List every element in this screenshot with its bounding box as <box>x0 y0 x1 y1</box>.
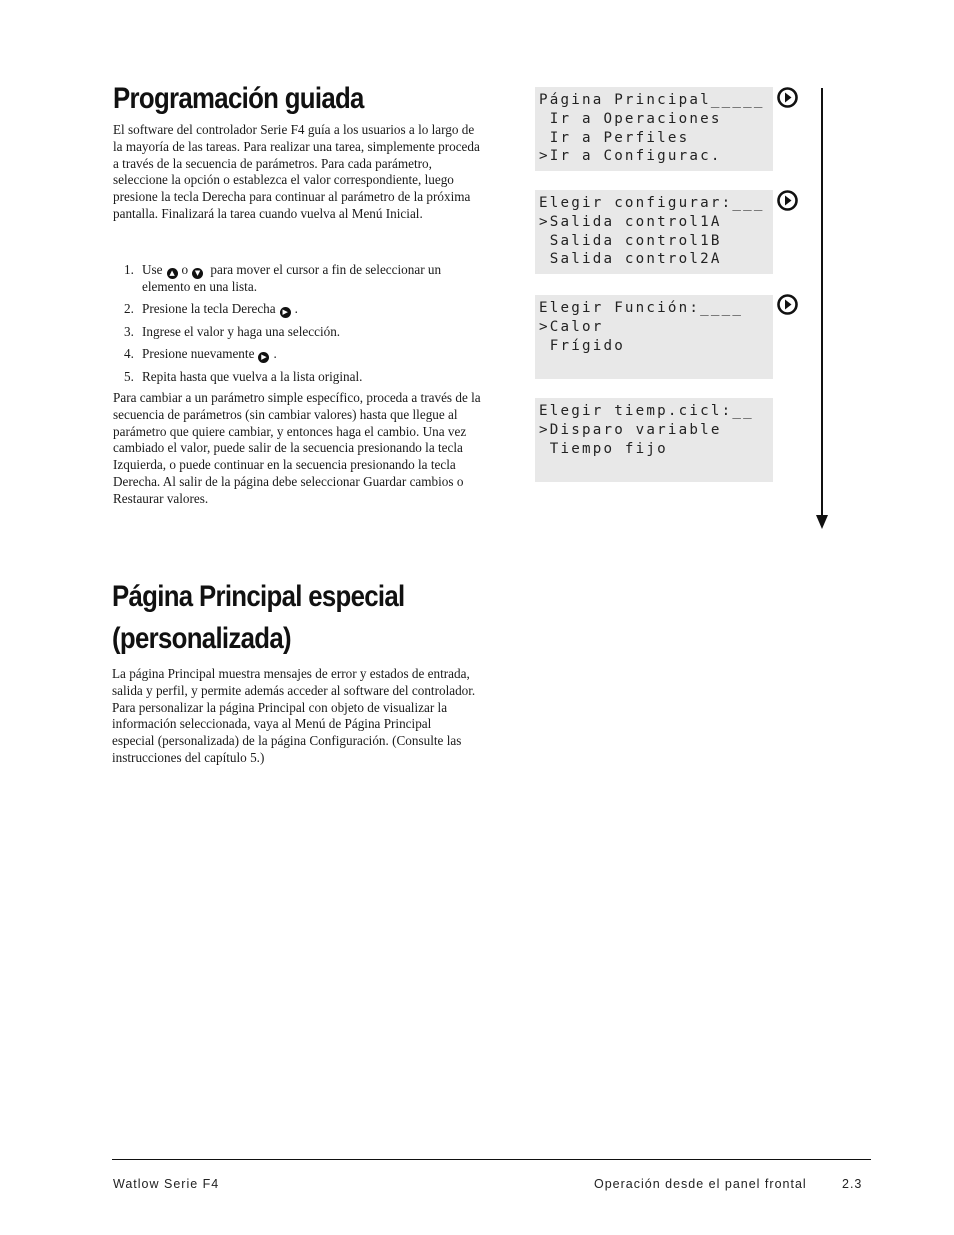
footer-page-number: 2.3 <box>842 1177 863 1191</box>
intro-paragraph: El software del controlador Serie F4 guía a los usuarios a lo largo de la mayoría de las tareas. Para realizar una tarea, simplemente proceda a través de la secuencia de parámetros. Para cada parámetro, seleccione la opción o establezca el valor correspondiente, luego presione la tecla Derecha para continuar al parámetro de la próxima pantalla. Finalizará la tarea cuando vuelva al Menú Inicial. <box>113 122 480 221</box>
custom-main-page-paragraph: La página Principal muestra mensajes de error y estados de entrada, salida y perfil, y permite además acceder al software del controlador. Para personalizar la página Principal con objeto de visualizar la información seleccionada, vaya al Menú de Página Principal especial (personalizada) de la página Configuración. (Consulte las instrucciones del capítulo 5.) <box>112 666 476 765</box>
section-title-custom-main-page-line2: (personalizada) <box>112 622 291 655</box>
list-item: 5. Repita hasta que vuelva a la lista original. <box>124 368 363 384</box>
lcd-screen-choose-function: Elegir Función:____ >Calor Frígido <box>535 295 773 379</box>
lcd-screen-main-page: Página Principal_____ Ir a Operaciones Ir a Perfiles >Ir a Configurac. <box>535 87 773 171</box>
right-arrow-key-icon: ▶ <box>280 307 291 318</box>
right-arrow-key-icon <box>777 87 798 108</box>
flow-arrow-head-icon <box>816 515 828 529</box>
right-arrow-key-icon <box>777 190 798 211</box>
list-item: 2. Presione la tecla Derecha ▶ . <box>124 301 298 317</box>
footer-chapter-title: Operación desde el panel frontal <box>594 1177 807 1191</box>
down-arrow-key-icon: ▼ <box>192 268 203 279</box>
steps-list <box>124 262 484 391</box>
list-item: 1. Use ▲ o ▼ para mover el cursor a fin de seleccionar un elemento en una lista. <box>124 262 442 294</box>
section-title-custom-main-page: Página Principal especial <box>112 580 405 613</box>
list-item: 4. Presione nuevamente ▶ . <box>124 346 277 362</box>
footer-divider <box>112 1159 871 1160</box>
right-arrow-key-icon: ▶ <box>258 352 269 363</box>
lcd-screen-choose-cycle-time: Elegir tiemp.cicl:__ >Disparo variable Tiempo fijo <box>535 398 773 482</box>
up-arrow-key-icon: ▲ <box>167 268 178 279</box>
footer-product-name: Watlow Serie F4 <box>113 1177 220 1191</box>
flow-arrow-line <box>821 88 823 518</box>
lcd-screen-choose-config: Elegir configurar:___ >Salida control1A Salida control1B Salida control2A <box>535 190 773 274</box>
section-title-guided-programming: Programación guiada <box>113 82 364 115</box>
right-arrow-key-icon <box>777 294 798 315</box>
list-item: 3. Ingrese el valor y haga una selección. <box>124 323 341 339</box>
change-parameter-paragraph: Para cambiar a un parámetro simple específico, proceda a través de la secuencia de parámetros (sin cambiar valores) hasta que llegue al parámetro que quiere cambiar, y entonces haga el cambio. Una vez cambiado el valor, puede salir de la secuencia presionando la tecla Izquierda, o puede continuar en la secuencia presionando la tecla Derecha. Al salir de la página debe seleccionar Guardar cambios o Restaurar valores. <box>113 390 481 506</box>
